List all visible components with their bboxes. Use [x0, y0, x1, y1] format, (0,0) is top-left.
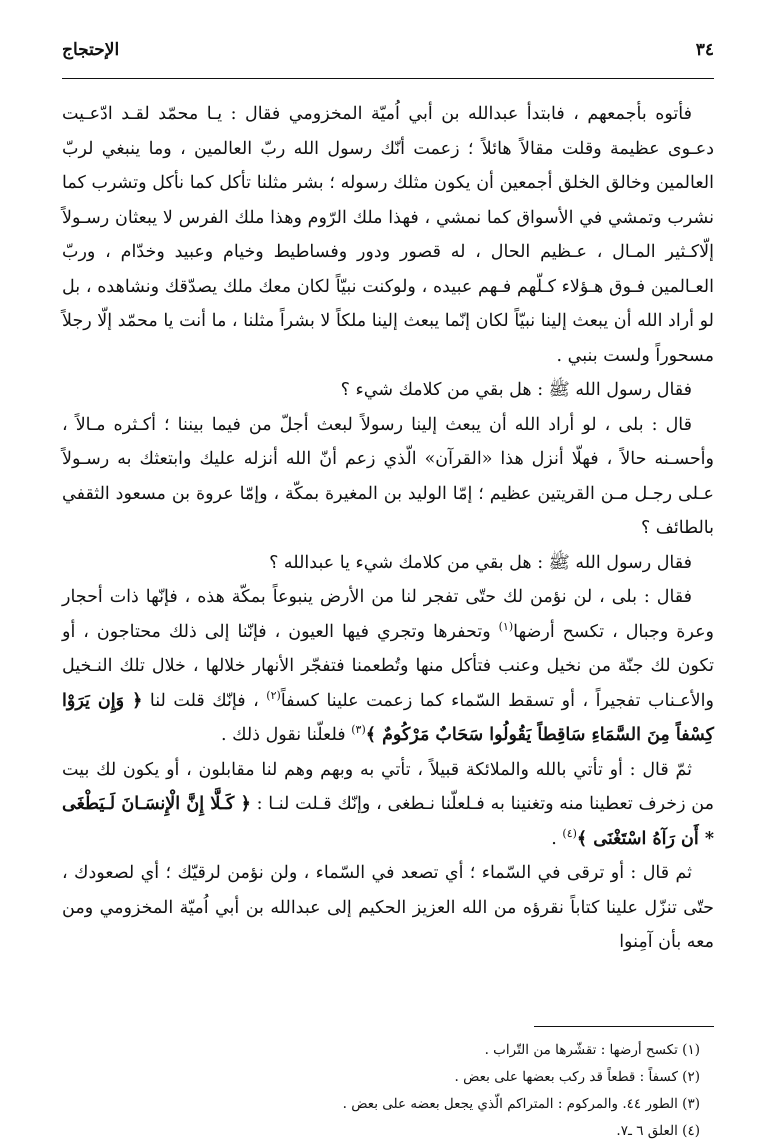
footnote-2: (٢) كسفاً : قطعاً قد ركب بعضها على بعض . — [454, 1068, 700, 1085]
paragraph-7 — [62, 856, 714, 960]
text: فقال : بلى ، لن نؤمن لك حتّى تفجر لنا من الأرض ينبوعاً بمكّة هذه ، فإنّها ذات أحجار وعرة وجبال ، تكسح أرضها — [62, 587, 714, 642]
header-rule — [62, 78, 714, 79]
paragraph-4 — [62, 546, 714, 581]
page-number: ٣٤ — [695, 40, 714, 60]
main-text — [62, 97, 714, 960]
footnote-ref-3[interactable]: (٣) — [351, 723, 366, 737]
paragraph-6 — [62, 753, 714, 857]
running-title: الإحتجاج — [62, 40, 120, 60]
text: قال : بلى ، لو أراد الله أن يبعث إلينا رسولاً لبعث أجلّ من فيما بيننا ؛ أكـثره مـالاً ، وأحسـنه حالاً ، فهلّا أنزل هذا «القرآن» الّذي زعم أنّ الله أنزله عليك وابتعثك به رسـولاً عـلى رجـل مـن القريتين عظيم ؛ إمّا الوليد بن المغيرة بمكّة ، وإمّا عروة بن مسعود الثقفي بالطائف ؟ — [62, 414, 714, 538]
quran-verse: ﴿ وَإِن يَرَوْا كِسْفاً مِنَ السَّمَاءِ سَاقِطاً يَقُولُوا سَحَابٌ مَرْكُومٌ ﴾ — [62, 690, 714, 745]
footnote-ref-2[interactable]: (٢) — [266, 688, 281, 702]
text: فلعلّنا نقول ذلك . — [221, 725, 352, 745]
footnote-ref-4[interactable]: (٤) — [562, 826, 577, 840]
quran-verse: ﴿ كَـلَّا إِنَّ الْإِنسَـانَ لَـيَطْغَى * أَن رَآهُ اسْتَغْنَى ﴾ — [62, 794, 714, 849]
footnote-4: (٤) العلق ٦ ـ٧. — [616, 1122, 700, 1139]
footnote-1: (١) تكسح أرضها : تقشّرها من التّراب . — [484, 1041, 700, 1058]
footnote-3: (٣) الطور ٤٤. والمركوم : المتراكم الّذي يجعل بعضه على بعض . — [342, 1095, 700, 1112]
text: فأتوه بأجمعهم ، فابتدأ عبدالله بن أبي اُميّة المخزومي فقال : يـا محمّد لقـد ادّعـيت دعـوى عظيمة وقلت مقالاً هائلاً ؛ زعمت أنّك رسول الله ربّ العالمين ، وما ينبغي لربّ العالمين وخالق الخلق أجمعين أن يكون مثلك رسوله ؛ بشر مثلنا تأكل كما نأكل وتشرب كما نشرب وتمشي في الأسواق كما نمشي ، فهذا ملك الرّوم وهذا ملك الفرس لا يبعثان رسـولاً إلّاكـثير المـال ، عـظيم الحال ، له قصور ودور وفساطيط وخيام وعبيد وخدّام ، وربّ العـالمين فـوق هـؤلاء كـلّهم فـهم عبيده ، ولوكنت نبيّاً لكان معك ملك يصدّقك ونشاهده ، بل لو أراد الله أن يبعث إلينا نبيّاً لكان إنّما يبعث إلينا ملكاً لا بشراً مثلنا ، ما أنت يا محمّد إلّا رجلاً مسحوراً ولست بنبي . — [62, 104, 714, 366]
text: ، فإنّك قلت لنا — [142, 690, 267, 711]
text: ثمّ قال : أو تأتي بالله والملائكة قبيلاً ، تأتي به وبهم وهم لنا مقابلون ، أو يكون لك بيت من زخرف تعطينا منه وتغنينا به فـلعلّنا نـطغى ، وإنّك قـلت لنـا : — [62, 759, 714, 814]
paragraph-1 — [62, 97, 714, 373]
paragraph-3 — [62, 408, 714, 546]
text: فقال رسول الله ﷺ : هل بقي من كلامك شيء ؟ — [340, 380, 692, 400]
footnote-ref-1[interactable]: (١) — [498, 619, 514, 633]
text: فقال رسول الله ﷺ : هل بقي من كلامك شيء يا عبدالله ؟ — [269, 552, 692, 573]
text: وتحفرها وتجري فيها العيون ، فإنّنا إلى ذلك محتاجون ، أو تكون لك جنّة من نخيل وعنب فتأكل منها وتُطعمنا فتفجّر الأنهار خلالها ، خلال تلك النـخيل والأعـناب تفجيراً ، أو تسقط السّماء كما زعمت علينا كسفاً — [62, 621, 714, 711]
footnotes — [62, 1037, 714, 1145]
paragraph-2 — [62, 373, 714, 408]
paragraph-5 — [62, 580, 714, 753]
page-header — [62, 40, 714, 74]
text: . — [551, 828, 563, 849]
text: ثم قال : أو ترقى في السّماء ؛ أي تصعد في السّماء ، ولن نؤمن لرقيّك ؛ أي لصعودك ، حتّى تنزّل علينا كتاباً نقرؤه من الله العزيز الحكيم إلى عبدالله بن أبي اُميّة المخزومي ومن معه بأن آمِنوا — [62, 863, 714, 952]
footnote-rule — [534, 1026, 714, 1027]
